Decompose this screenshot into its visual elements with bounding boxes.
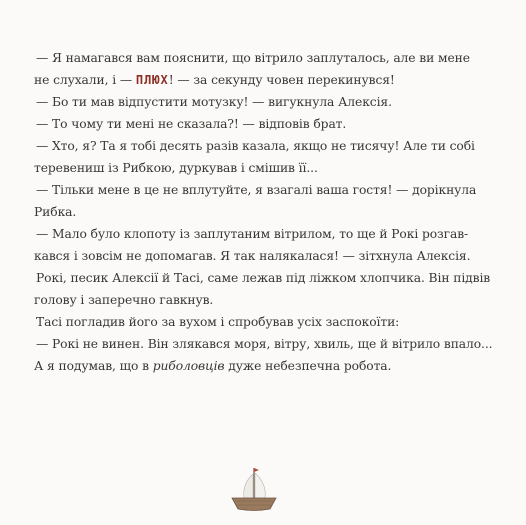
text-line: — Тільки мене в це не вплутуйте, я взагалі ваша гостя! — дорікнула <box>36 183 477 197</box>
hull <box>232 498 276 511</box>
sail-left <box>244 474 253 498</box>
text-line: теревениш із Рибкою, дуркував і смішив її... <box>34 161 318 175</box>
text-line: А я подумав, що в риболовців дуже небезпечна робота. <box>34 359 392 373</box>
italic-word: риболовців <box>152 359 225 373</box>
sound-effect-word: ПЛЮХ <box>135 73 169 87</box>
text-line: Рибка. <box>34 205 77 219</box>
text-line: Тасі погладив його за вухом і спробував усіх заспокоїти: <box>36 315 400 329</box>
story-text <box>34 47 492 377</box>
text-line: голову і заперечно гавкнув. <box>34 293 214 307</box>
text-line: — Хто, я? Та я тобі десять разів казала, якщо не тисячу! Але ти собі <box>36 139 475 153</box>
text-line: — Я намагався вам пояснити, що вітрило заплуталось, але ви мене <box>36 51 470 65</box>
text-line: кався і зовсім не допомагав. Я так налякалася! — зітхнула Алексія. <box>34 249 471 263</box>
sail-right <box>255 473 265 498</box>
text-line: — Мало було клопоту із заплутаним вітрилом, то ще й Рокі розгав- <box>36 227 469 241</box>
text-line: — Рокі не винен. Він злякався моря, вітру, хвиль, ще й вітрило впало... <box>36 337 493 351</box>
text-line: — Бо ти мав відпустити мотузку! — вигукнула Алексія. <box>36 95 392 109</box>
text-line: Рокі, песик Алексії й Тасі, саме лежав під ліжком хлопчика. Він підвів <box>36 271 491 285</box>
boat-illustration <box>228 464 280 514</box>
text-line: не слухали, і — ПЛЮХ! — за секунду човен перекинувся! <box>34 73 395 87</box>
flag <box>254 468 259 472</box>
text-line: — То чому ти мені не сказала?! — відповів брат. <box>36 117 347 131</box>
